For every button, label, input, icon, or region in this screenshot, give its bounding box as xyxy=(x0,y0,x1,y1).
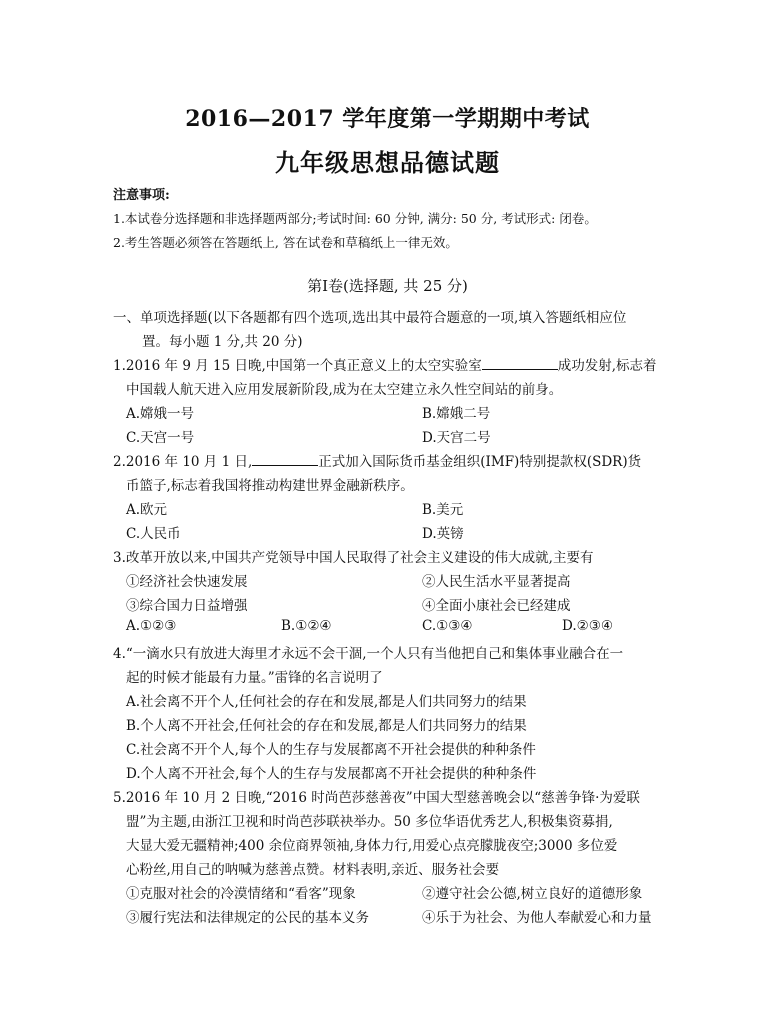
option: A.社会离不开个人,任何社会的存在和发展,都是人们共同努力的结果 xyxy=(126,694,527,710)
option: A.欧元 xyxy=(126,502,168,518)
section-title: 第Ⅰ卷(选择题, 共 25 分) xyxy=(307,277,468,295)
question-stem-cont: 心粉丝,用自己的呐喊为慈善点赞。材料表明,亲近、服务社会要 xyxy=(126,862,500,878)
question-text: 2.2016 年 10 月 1 日, xyxy=(113,454,253,470)
statement-item: ②人民生活水平显著提高 xyxy=(422,574,571,590)
option: B.美元 xyxy=(422,502,464,518)
statement-item: ①经济社会快速发展 xyxy=(126,574,248,590)
option: B.嫦娥二号 xyxy=(422,406,491,422)
statement-item: ③履行宪法和法律规定的公民的基本义务 xyxy=(126,910,369,926)
question-text: 正式加入国际货币基金组织(IMF)特别提款权(SDR)货 xyxy=(318,454,642,470)
option: C.①③④ xyxy=(422,618,473,634)
statement-item: ②遵守社会公德,树立良好的道德形象 xyxy=(422,886,643,902)
question-stem: 4.“一滴水只有放进大海里才永远不会干涸,一个人只有当他把自己和集体事业融合在一 xyxy=(113,646,624,662)
question-stem: 5.2016 年 10 月 2 日晚,“2016 时尚芭莎慈善夜”中国大型慈善晚会以“慈善争锋·为爱联 xyxy=(113,790,640,806)
option: B.个人离不开社会,任何社会的存在和发展,都是人们共同努力的结果 xyxy=(126,718,527,734)
statement-item: ①克服对社会的冷漠情绪和“看客”现象 xyxy=(126,886,356,902)
question-stem xyxy=(113,450,641,470)
notice-item: 1.本试卷分选择题和非选择题两部分;考试时间: 60 分钟, 满分: 50 分, 考试形式: 闭卷。 xyxy=(113,211,597,226)
statement-item: ④乐于为社会、为他人奉献爱心和力量 xyxy=(422,910,652,926)
question-text: 1.2016 年 9 月 15 日晚,中国第一个真正意义上的太空实验室 xyxy=(113,358,482,374)
exam-title: 2016—2017 学年度第一学期期中考试 xyxy=(185,106,590,132)
question-text: 成功发射,标志着 xyxy=(557,358,657,374)
option: C.天宫一号 xyxy=(126,430,195,446)
notice-heading: 注意事项: xyxy=(113,188,170,203)
option: A.嫦娥一号 xyxy=(126,406,195,422)
question-stem: 3.改革开放以来,中国共产党领导中国人民取得了社会主义建设的伟大成就,主要有 xyxy=(113,550,594,566)
question-stem-cont: 起的时候才能最有力量。”雷锋的名言说明了 xyxy=(126,670,383,686)
option: C.社会离不开个人,每个人的生存与发展都离不开社会提供的种种条件 xyxy=(126,742,536,758)
question-stem-cont: 盟”为主题,由浙江卫视和时尚芭莎联袂举办。50 多位华语优秀艺人,积极集资募捐, xyxy=(126,814,613,830)
option: A.①②③ xyxy=(126,618,177,634)
statement-item: ③综合国力日益增强 xyxy=(126,598,248,614)
option: B.①②④ xyxy=(281,618,332,634)
part-instruction: 一、单项选择题(以下各题都有四个选项,选出其中最符合题意的一项,填入答题纸相应位 xyxy=(113,310,627,326)
option: D.天宫二号 xyxy=(422,430,491,446)
option: D.英镑 xyxy=(422,526,464,542)
option: D.②③④ xyxy=(562,618,613,634)
part-instruction-cont: 置。每小题 1 分,共 20 分) xyxy=(142,334,303,350)
notice-item: 2.考生答题必须答在答题纸上, 答在试卷和草稿纸上一律无效。 xyxy=(113,235,458,250)
option: C.人民币 xyxy=(126,526,181,542)
question-stem-cont: 大显大爱无疆精神;400 余位商界领袖,身体力行,用爱心点亮朦胧夜空;3000 多位爱 xyxy=(126,838,618,854)
answer-blank xyxy=(252,452,318,466)
exam-subtitle: 九年级思想品德试题 xyxy=(275,148,500,177)
question-stem-cont: 币篮子,标志着我国将推动构建世界金融新秩序。 xyxy=(126,478,414,494)
option: D.个人离不开社会,每个人的生存与发展都离不开社会提供的种种条件 xyxy=(126,766,537,782)
statement-item: ④全面小康社会已经建成 xyxy=(422,598,571,614)
answer-blank xyxy=(482,356,558,370)
question-stem-cont: 中国载人航天进入应用发展新阶段,成为在太空建立永久性空间站的前身。 xyxy=(126,382,563,398)
question-stem xyxy=(113,354,657,374)
